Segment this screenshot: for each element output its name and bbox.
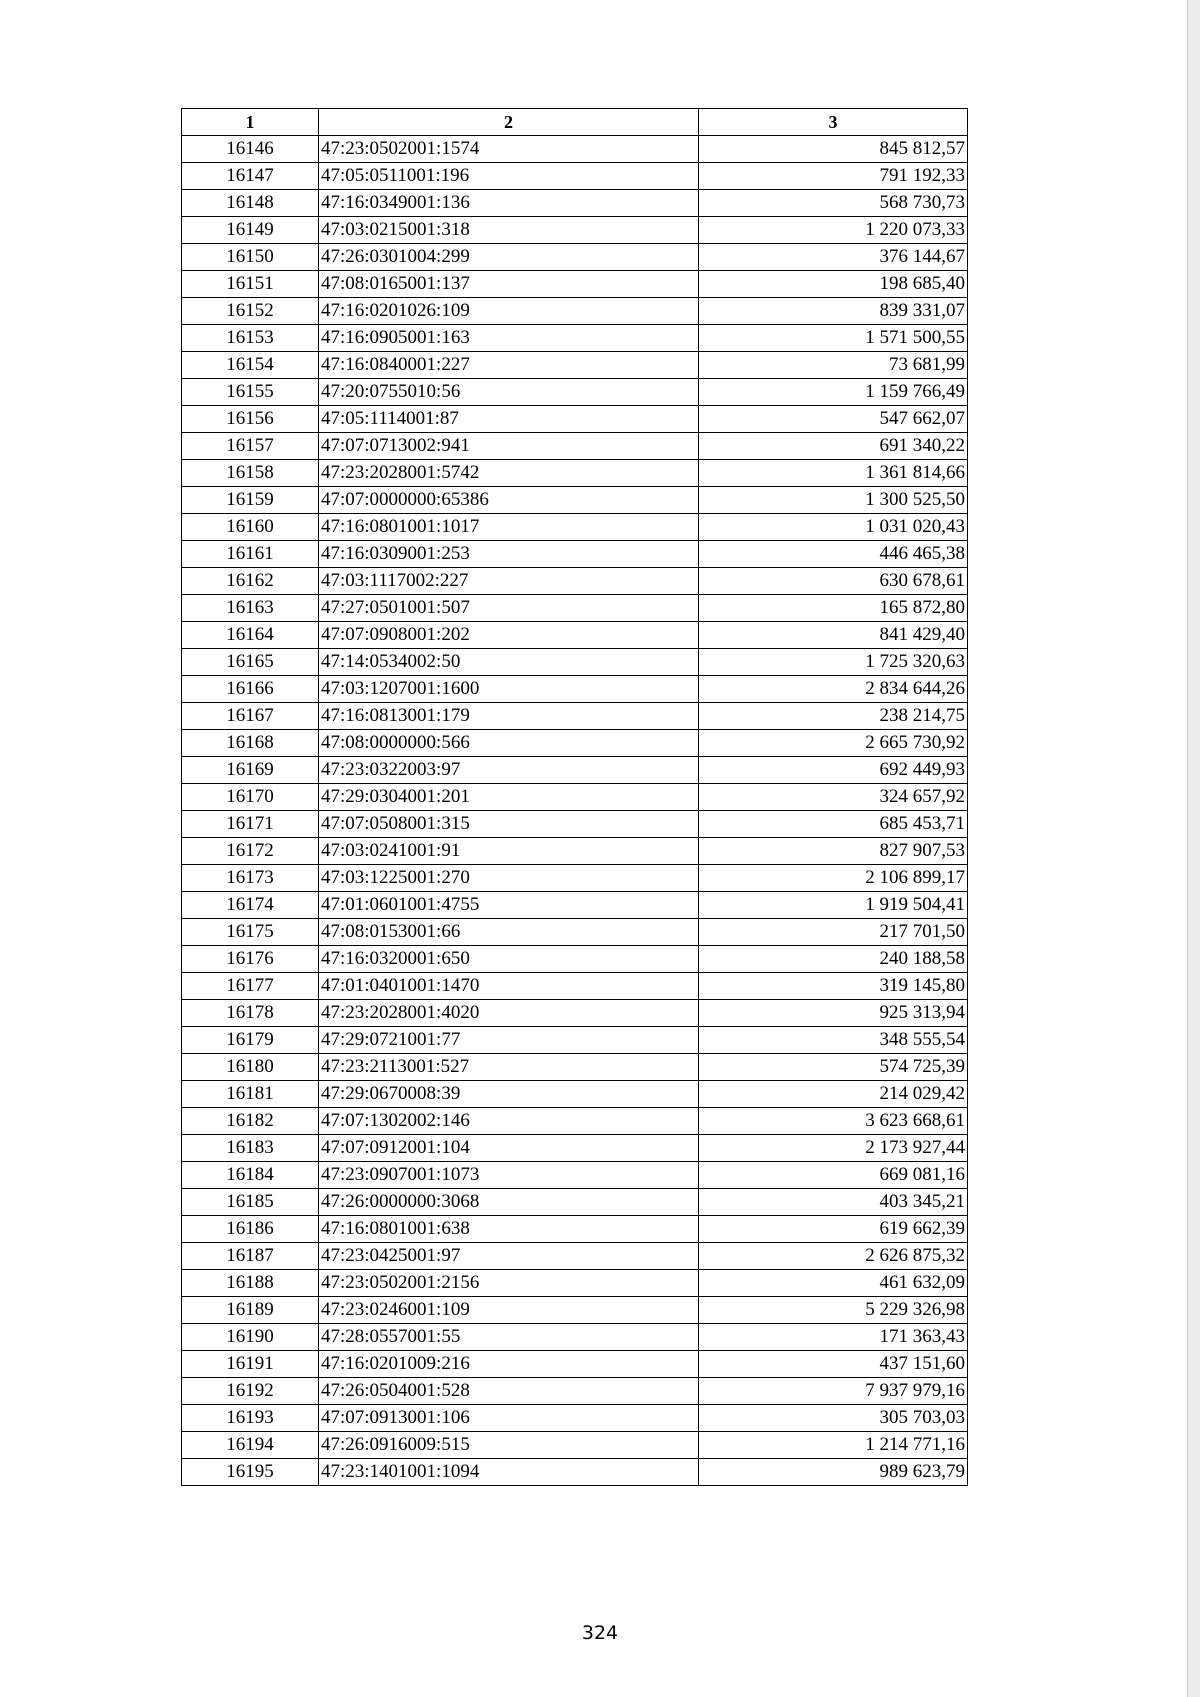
table-row bbox=[182, 919, 968, 946]
value-cell: 989 623,79 bbox=[699, 1459, 968, 1486]
row-number-cell: 16177 bbox=[182, 973, 319, 1000]
row-number-cell: 16160 bbox=[182, 514, 319, 541]
row-number-cell: 16193 bbox=[182, 1405, 319, 1432]
value-cell: 214 029,42 bbox=[699, 1081, 968, 1108]
table-row bbox=[182, 217, 968, 244]
cadastral-number-cell: 47:26:0504001:528 bbox=[319, 1378, 699, 1405]
cadastral-number-cell: 47:03:1225001:270 bbox=[319, 865, 699, 892]
scrollbar-track[interactable] bbox=[1187, 0, 1200, 1697]
value-cell: 171 363,43 bbox=[699, 1324, 968, 1351]
row-number-cell: 16167 bbox=[182, 703, 319, 730]
value-cell: 1 361 814,66 bbox=[699, 460, 968, 487]
cadastral-number-cell: 47:07:0908001:202 bbox=[319, 622, 699, 649]
cadastral-number-cell: 47:16:0905001:163 bbox=[319, 325, 699, 352]
value-cell: 217 701,50 bbox=[699, 919, 968, 946]
value-cell: 3 623 668,61 bbox=[699, 1108, 968, 1135]
row-number-cell: 16188 bbox=[182, 1270, 319, 1297]
row-number-cell: 16159 bbox=[182, 487, 319, 514]
value-cell: 685 453,71 bbox=[699, 811, 968, 838]
value-cell: 1 159 766,49 bbox=[699, 379, 968, 406]
row-number-cell: 16165 bbox=[182, 649, 319, 676]
table-row bbox=[182, 1243, 968, 1270]
table-row bbox=[182, 1054, 968, 1081]
row-number-cell: 16170 bbox=[182, 784, 319, 811]
value-cell: 1 220 073,33 bbox=[699, 217, 968, 244]
table-row bbox=[182, 1000, 968, 1027]
cadastral-number-cell: 47:03:1117002:227 bbox=[319, 568, 699, 595]
cadastral-number-cell: 47:07:0000000:65386 bbox=[319, 487, 699, 514]
cadastral-number-cell: 47:14:0534002:50 bbox=[319, 649, 699, 676]
table-row bbox=[182, 1216, 968, 1243]
value-cell: 839 331,07 bbox=[699, 298, 968, 325]
value-cell: 2 626 875,32 bbox=[699, 1243, 968, 1270]
table-row bbox=[182, 298, 968, 325]
row-number-cell: 16179 bbox=[182, 1027, 319, 1054]
value-cell: 376 144,67 bbox=[699, 244, 968, 271]
table-row bbox=[182, 973, 968, 1000]
row-number-cell: 16180 bbox=[182, 1054, 319, 1081]
table-row bbox=[182, 514, 968, 541]
table-row bbox=[182, 1324, 968, 1351]
row-number-cell: 16178 bbox=[182, 1000, 319, 1027]
row-number-cell: 16161 bbox=[182, 541, 319, 568]
table-row bbox=[182, 541, 968, 568]
row-number-cell: 16189 bbox=[182, 1297, 319, 1324]
table-row bbox=[182, 622, 968, 649]
value-cell: 2 665 730,92 bbox=[699, 730, 968, 757]
row-number-cell: 16169 bbox=[182, 757, 319, 784]
value-cell: 461 632,09 bbox=[699, 1270, 968, 1297]
table-row bbox=[182, 1108, 968, 1135]
cadastral-number-cell: 47:23:0502001:2156 bbox=[319, 1270, 699, 1297]
row-number-cell: 16149 bbox=[182, 217, 319, 244]
row-number-cell: 16175 bbox=[182, 919, 319, 946]
table-row bbox=[182, 757, 968, 784]
cadastral-number-cell: 47:23:0322003:97 bbox=[319, 757, 699, 784]
cadastral-number-cell: 47:08:0153001:66 bbox=[319, 919, 699, 946]
value-cell: 574 725,39 bbox=[699, 1054, 968, 1081]
value-cell: 2 173 927,44 bbox=[699, 1135, 968, 1162]
table-row bbox=[182, 946, 968, 973]
table-row bbox=[182, 1162, 968, 1189]
row-number-cell: 16147 bbox=[182, 163, 319, 190]
row-number-cell: 16176 bbox=[182, 946, 319, 973]
row-number-cell: 16183 bbox=[182, 1135, 319, 1162]
value-cell: 791 192,33 bbox=[699, 163, 968, 190]
table-row bbox=[182, 1351, 968, 1378]
data-table bbox=[181, 108, 968, 1486]
row-number-cell: 16194 bbox=[182, 1432, 319, 1459]
cadastral-number-cell: 47:08:0165001:137 bbox=[319, 271, 699, 298]
cadastral-number-cell: 47:03:0215001:318 bbox=[319, 217, 699, 244]
table-row bbox=[182, 1081, 968, 1108]
row-number-cell: 16185 bbox=[182, 1189, 319, 1216]
cadastral-number-cell: 47:07:0912001:104 bbox=[319, 1135, 699, 1162]
row-number-cell: 16168 bbox=[182, 730, 319, 757]
cadastral-number-cell: 47:26:0301004:299 bbox=[319, 244, 699, 271]
cadastral-number-cell: 47:07:0713002:941 bbox=[319, 433, 699, 460]
value-cell: 240 188,58 bbox=[699, 946, 968, 973]
table-body bbox=[182, 136, 968, 1486]
row-number-cell: 16171 bbox=[182, 811, 319, 838]
cadastral-number-cell: 47:08:0000000:566 bbox=[319, 730, 699, 757]
value-cell: 630 678,61 bbox=[699, 568, 968, 595]
value-cell: 619 662,39 bbox=[699, 1216, 968, 1243]
cadastral-number-cell: 47:20:0755010:56 bbox=[319, 379, 699, 406]
table-row bbox=[182, 163, 968, 190]
value-cell: 165 872,80 bbox=[699, 595, 968, 622]
row-number-cell: 16191 bbox=[182, 1351, 319, 1378]
cadastral-number-cell: 47:27:0501001:507 bbox=[319, 595, 699, 622]
column-header-1: 1 bbox=[182, 109, 319, 136]
value-cell: 1 725 320,63 bbox=[699, 649, 968, 676]
value-cell: 2 106 899,17 bbox=[699, 865, 968, 892]
row-number-cell: 16195 bbox=[182, 1459, 319, 1486]
table-row bbox=[182, 784, 968, 811]
row-number-cell: 16157 bbox=[182, 433, 319, 460]
cadastral-number-cell: 47:28:0557001:55 bbox=[319, 1324, 699, 1351]
value-cell: 446 465,38 bbox=[699, 541, 968, 568]
table-row bbox=[182, 487, 968, 514]
cadastral-number-cell: 47:07:0508001:315 bbox=[319, 811, 699, 838]
table-row bbox=[182, 1189, 968, 1216]
cadastral-number-cell: 47:23:0907001:1073 bbox=[319, 1162, 699, 1189]
cadastral-number-cell: 47:26:0916009:515 bbox=[319, 1432, 699, 1459]
table-row bbox=[182, 811, 968, 838]
table-row bbox=[182, 244, 968, 271]
value-cell: 305 703,03 bbox=[699, 1405, 968, 1432]
value-cell: 319 145,80 bbox=[699, 973, 968, 1000]
value-cell: 692 449,93 bbox=[699, 757, 968, 784]
value-cell: 845 812,57 bbox=[699, 136, 968, 163]
cadastral-number-cell: 47:03:1207001:1600 bbox=[319, 676, 699, 703]
cadastral-number-cell: 47:23:0425001:97 bbox=[319, 1243, 699, 1270]
table-row bbox=[182, 1135, 968, 1162]
table-row bbox=[182, 433, 968, 460]
row-number-cell: 16158 bbox=[182, 460, 319, 487]
row-number-cell: 16152 bbox=[182, 298, 319, 325]
value-cell: 841 429,40 bbox=[699, 622, 968, 649]
cadastral-number-cell: 47:01:0601001:4755 bbox=[319, 892, 699, 919]
cadastral-number-cell: 47:16:0320001:650 bbox=[319, 946, 699, 973]
table-row bbox=[182, 568, 968, 595]
value-cell: 198 685,40 bbox=[699, 271, 968, 298]
table-row bbox=[182, 595, 968, 622]
cadastral-number-cell: 47:23:1401001:1094 bbox=[319, 1459, 699, 1486]
value-cell: 1 214 771,16 bbox=[699, 1432, 968, 1459]
table-row bbox=[182, 1270, 968, 1297]
cadastral-number-cell: 47:16:0349001:136 bbox=[319, 190, 699, 217]
row-number-cell: 16156 bbox=[182, 406, 319, 433]
table-row bbox=[182, 352, 968, 379]
cadastral-number-cell: 47:05:1114001:87 bbox=[319, 406, 699, 433]
value-cell: 1 571 500,55 bbox=[699, 325, 968, 352]
row-number-cell: 16184 bbox=[182, 1162, 319, 1189]
table-row bbox=[182, 730, 968, 757]
row-number-cell: 16164 bbox=[182, 622, 319, 649]
cadastral-number-cell: 47:16:0813001:179 bbox=[319, 703, 699, 730]
row-number-cell: 16162 bbox=[182, 568, 319, 595]
cadastral-number-cell: 47:29:0721001:77 bbox=[319, 1027, 699, 1054]
row-number-cell: 16148 bbox=[182, 190, 319, 217]
row-number-cell: 16174 bbox=[182, 892, 319, 919]
cadastral-number-cell: 47:16:0201026:109 bbox=[319, 298, 699, 325]
value-cell: 669 081,16 bbox=[699, 1162, 968, 1189]
cadastral-number-cell: 47:07:1302002:146 bbox=[319, 1108, 699, 1135]
row-number-cell: 16163 bbox=[182, 595, 319, 622]
column-header-2: 2 bbox=[319, 109, 699, 136]
value-cell: 827 907,53 bbox=[699, 838, 968, 865]
value-cell: 403 345,21 bbox=[699, 1189, 968, 1216]
cadastral-number-cell: 47:05:0511001:196 bbox=[319, 163, 699, 190]
table-row bbox=[182, 892, 968, 919]
page-number: 324 bbox=[581, 1622, 619, 1644]
value-cell: 925 313,94 bbox=[699, 1000, 968, 1027]
value-cell: 437 151,60 bbox=[699, 1351, 968, 1378]
cadastral-number-cell: 47:23:0246001:109 bbox=[319, 1297, 699, 1324]
table-row bbox=[182, 649, 968, 676]
table-row bbox=[182, 379, 968, 406]
row-number-cell: 16182 bbox=[182, 1108, 319, 1135]
table-row bbox=[182, 190, 968, 217]
cadastral-number-cell: 47:23:0502001:1574 bbox=[319, 136, 699, 163]
table-row bbox=[182, 325, 968, 352]
row-number-cell: 16172 bbox=[182, 838, 319, 865]
table-row bbox=[182, 676, 968, 703]
cadastral-number-cell: 47:01:0401001:1470 bbox=[319, 973, 699, 1000]
column-header-3: 3 bbox=[699, 109, 968, 136]
table-row bbox=[182, 703, 968, 730]
cadastral-number-cell: 47:16:0801001:1017 bbox=[319, 514, 699, 541]
table-row bbox=[182, 1027, 968, 1054]
value-cell: 73 681,99 bbox=[699, 352, 968, 379]
cadastral-number-cell: 47:16:0840001:227 bbox=[319, 352, 699, 379]
row-number-cell: 16187 bbox=[182, 1243, 319, 1270]
table-row bbox=[182, 1378, 968, 1405]
row-number-cell: 16150 bbox=[182, 244, 319, 271]
cadastral-number-cell: 47:23:2028001:5742 bbox=[319, 460, 699, 487]
row-number-cell: 16192 bbox=[182, 1378, 319, 1405]
value-cell: 1 300 525,50 bbox=[699, 487, 968, 514]
table-header-row bbox=[182, 109, 968, 136]
table-row bbox=[182, 271, 968, 298]
table-row bbox=[182, 1405, 968, 1432]
table-row bbox=[182, 1297, 968, 1324]
cadastral-number-cell: 47:16:0801001:638 bbox=[319, 1216, 699, 1243]
value-cell: 238 214,75 bbox=[699, 703, 968, 730]
row-number-cell: 16155 bbox=[182, 379, 319, 406]
row-number-cell: 16181 bbox=[182, 1081, 319, 1108]
value-cell: 2 834 644,26 bbox=[699, 676, 968, 703]
table-row bbox=[182, 865, 968, 892]
value-cell: 1 919 504,41 bbox=[699, 892, 968, 919]
value-cell: 568 730,73 bbox=[699, 190, 968, 217]
cadastral-number-cell: 47:26:0000000:3068 bbox=[319, 1189, 699, 1216]
cadastral-number-cell: 47:16:0309001:253 bbox=[319, 541, 699, 568]
cadastral-number-cell: 47:16:0201009:216 bbox=[319, 1351, 699, 1378]
cadastral-number-cell: 47:29:0670008:39 bbox=[319, 1081, 699, 1108]
table-row bbox=[182, 1459, 968, 1486]
table-row bbox=[182, 460, 968, 487]
cadastral-number-cell: 47:23:2028001:4020 bbox=[319, 1000, 699, 1027]
cadastral-number-cell: 47:03:0241001:91 bbox=[319, 838, 699, 865]
cadastral-number-cell: 47:07:0913001:106 bbox=[319, 1405, 699, 1432]
row-number-cell: 16151 bbox=[182, 271, 319, 298]
row-number-cell: 16190 bbox=[182, 1324, 319, 1351]
row-number-cell: 16153 bbox=[182, 325, 319, 352]
value-cell: 1 031 020,43 bbox=[699, 514, 968, 541]
row-number-cell: 16154 bbox=[182, 352, 319, 379]
row-number-cell: 16173 bbox=[182, 865, 319, 892]
row-number-cell: 16146 bbox=[182, 136, 319, 163]
table-row bbox=[182, 136, 968, 163]
value-cell: 324 657,92 bbox=[699, 784, 968, 811]
table-row bbox=[182, 838, 968, 865]
value-cell: 7 937 979,16 bbox=[699, 1378, 968, 1405]
row-number-cell: 16166 bbox=[182, 676, 319, 703]
cadastral-number-cell: 47:29:0304001:201 bbox=[319, 784, 699, 811]
value-cell: 547 662,07 bbox=[699, 406, 968, 433]
value-cell: 691 340,22 bbox=[699, 433, 968, 460]
value-cell: 348 555,54 bbox=[699, 1027, 968, 1054]
cadastral-number-cell: 47:23:2113001:527 bbox=[319, 1054, 699, 1081]
value-cell: 5 229 326,98 bbox=[699, 1297, 968, 1324]
table-row bbox=[182, 1432, 968, 1459]
table-row bbox=[182, 406, 968, 433]
row-number-cell: 16186 bbox=[182, 1216, 319, 1243]
